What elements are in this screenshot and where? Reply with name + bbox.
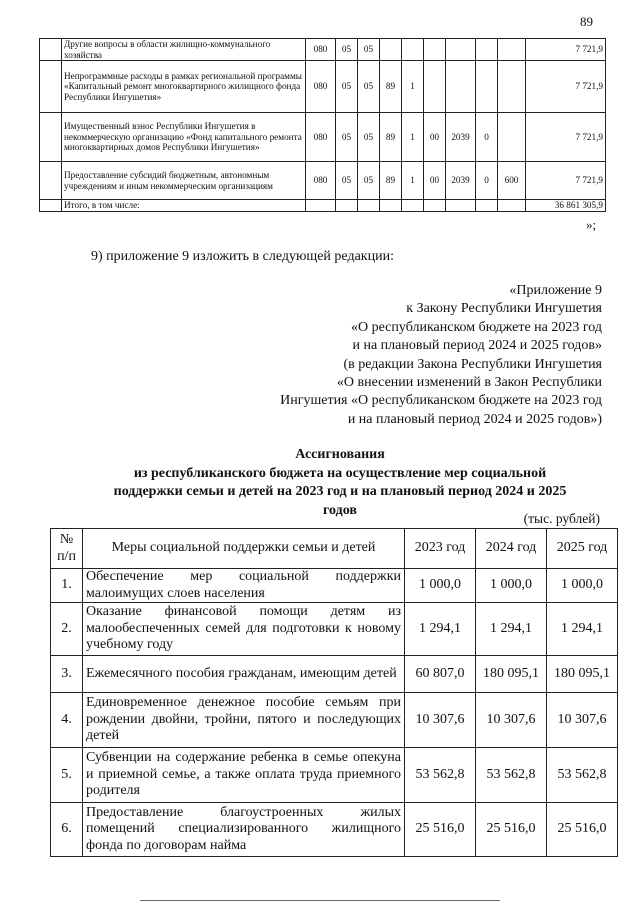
value-2025: 25 516,0 [547, 803, 618, 857]
code-cell: 080 [306, 61, 336, 113]
table-row [40, 113, 606, 162]
code-cell [424, 61, 446, 113]
code-cell: 2039 [446, 113, 476, 162]
unit-label: (тыс. рублей) [523, 511, 600, 526]
row-measure: Оказание финансовой помощи детям из малообеспеченных семей для подготовки к новому учебному году [83, 603, 405, 656]
value-2023: 25 516,0 [405, 803, 476, 857]
table-row [51, 656, 618, 693]
row-measure: Субвенции на содержание ребенка в семье опекуна и приемной семье, а также оплата труда приемного родителя [83, 748, 405, 803]
code-cell [446, 39, 476, 61]
table-row [51, 693, 618, 748]
row-name: Непрограммные расходы в рамках региональной программы «Капитальный ремонт многоквартирного жилищного фонда Республики Ингушетия» [62, 61, 306, 113]
title-line: из республиканского бюджета на осуществление мер социальной [133, 465, 547, 481]
table-row [40, 162, 606, 200]
row-number: 2. [51, 603, 83, 656]
total-value: 36 861 305,9 [526, 200, 606, 212]
value-2024: 180 095,1 [476, 656, 547, 693]
code-cell: 080 [306, 39, 336, 61]
value-2023: 60 807,0 [405, 656, 476, 693]
code-cell: 1 [402, 61, 424, 113]
code-cell: 05 [336, 39, 358, 61]
code-cell: 00 [424, 162, 446, 200]
code-cell: 1 [402, 162, 424, 200]
code-cell: 05 [358, 162, 380, 200]
appendix-header [280, 282, 602, 429]
social-support-table [50, 528, 618, 857]
table-row [51, 748, 618, 803]
code-cell [380, 39, 402, 61]
title-line: годов [323, 502, 357, 518]
code-cell: 89 [380, 113, 402, 162]
code-cell: 0 [476, 162, 498, 200]
code-cell [476, 39, 498, 61]
table-row [51, 803, 618, 857]
code-cell: 89 [380, 61, 402, 113]
value-2025: 53 562,8 [547, 748, 618, 803]
row-measure: Ежемесячного пособия гражданам, имеющим детей [83, 656, 405, 693]
code-cell: 600 [498, 162, 526, 200]
row-measure: Обеспечение мер социальной поддержки малоимущих слоев населения [83, 569, 405, 603]
appendix-line: и на плановый период 2024 и 2025 годов») [347, 411, 602, 427]
expenditure-table [39, 38, 606, 212]
table-row [51, 603, 618, 656]
value-2025: 180 095,1 [547, 656, 618, 693]
table-row [40, 39, 606, 61]
code-cell: 05 [336, 113, 358, 162]
row-name: Имущественный взнос Республики Ингушетия в некоммерческую организацию «Фонд капитального ремонта многоквартирных домов Республики Ингушетия» [62, 113, 306, 162]
code-cell [498, 61, 526, 113]
code-cell: 080 [306, 113, 336, 162]
header-2024: 2024 год [476, 529, 547, 569]
row-name: Другие вопросы в области жилищно-коммунального хозяйства [62, 39, 306, 61]
value-2023: 1 000,0 [405, 569, 476, 603]
table-header-row [51, 529, 618, 569]
table-row [51, 569, 618, 603]
appendix-line: и на плановый период 2024 и 2025 годов» [352, 338, 602, 354]
header-2023: 2023 год [405, 529, 476, 569]
row-measure: Предоставление благоустроенных жилых помещений специализированного жилищного фонда по договорам найма [83, 803, 405, 857]
amount-cell: 7 721,9 [526, 162, 606, 200]
appendix-line: «О внесении изменений в Закон Республики [336, 375, 602, 391]
title-line: Ассигнования [295, 447, 385, 462]
row-number: 3. [51, 656, 83, 693]
code-cell: 89 [380, 162, 402, 200]
row-number: 4. [51, 693, 83, 748]
total-row [40, 200, 606, 212]
code-cell: 2039 [446, 162, 476, 200]
value-2025: 1 294,1 [547, 603, 618, 656]
code-cell: 080 [306, 162, 336, 200]
code-cell [476, 61, 498, 113]
row-number: 6. [51, 803, 83, 857]
value-2025: 10 307,6 [547, 693, 618, 748]
value-2023: 10 307,6 [405, 693, 476, 748]
value-2024: 10 307,6 [476, 693, 547, 748]
scan-artifact-line [140, 900, 500, 901]
amendment-instruction: 9) приложение 9 изложить в следующей редакции: [91, 249, 394, 264]
code-cell: 1 [402, 113, 424, 162]
value-2023: 1 294,1 [405, 603, 476, 656]
row-measure: Единовременное денежное пособие семьям при рождении двойни, тройни, пятого и последующих детей [83, 693, 405, 748]
appendix-line: «О республиканском бюджете на 2023 год [351, 319, 602, 335]
header-measure: Меры социальной поддержки семьи и детей [83, 529, 405, 569]
row-number: 1. [51, 569, 83, 603]
total-label: Итого, в том числе: [62, 200, 306, 212]
row-number: 5. [51, 748, 83, 803]
header-2025: 2025 год [547, 529, 618, 569]
value-2025: 1 000,0 [547, 569, 618, 603]
title-line: поддержки семьи и детей на 2023 год и на плановый период 2024 и 2025 [113, 484, 567, 499]
code-cell [498, 113, 526, 162]
document-title [60, 446, 620, 520]
appendix-line: к Закону Республики Ингушетия [406, 301, 602, 317]
appendix-line: Ингушетия «О республиканском бюджете на 2023 год [280, 393, 602, 409]
code-cell: 05 [336, 162, 358, 200]
value-2023: 53 562,8 [405, 748, 476, 803]
row-name: Предоставление субсидий бюджетным, автономным учреждениям и иным некоммерческим организациям [62, 162, 306, 200]
amount-cell: 7 721,9 [526, 61, 606, 113]
value-2024: 1 000,0 [476, 569, 547, 603]
value-2024: 53 562,8 [476, 748, 547, 803]
code-cell [424, 39, 446, 61]
code-cell [446, 61, 476, 113]
code-cell [498, 39, 526, 61]
code-cell: 00 [424, 113, 446, 162]
code-cell: 05 [358, 39, 380, 61]
code-cell: 05 [358, 61, 380, 113]
amount-cell: 7 721,9 [526, 113, 606, 162]
code-cell: 05 [336, 61, 358, 113]
value-2024: 25 516,0 [476, 803, 547, 857]
closing-quote-mark: »; [586, 217, 597, 232]
code-cell: 0 [476, 113, 498, 162]
code-cell [402, 39, 424, 61]
appendix-line: «Приложение 9 [509, 283, 602, 298]
header-num: № п/п [51, 529, 83, 569]
appendix-line: (в редакции Закона Республики Ингушетия [343, 356, 602, 372]
page-number: 89 [580, 14, 593, 29]
code-cell: 05 [358, 113, 380, 162]
amount-cell: 7 721,9 [526, 39, 606, 61]
table-row [40, 61, 606, 113]
value-2024: 1 294,1 [476, 603, 547, 656]
